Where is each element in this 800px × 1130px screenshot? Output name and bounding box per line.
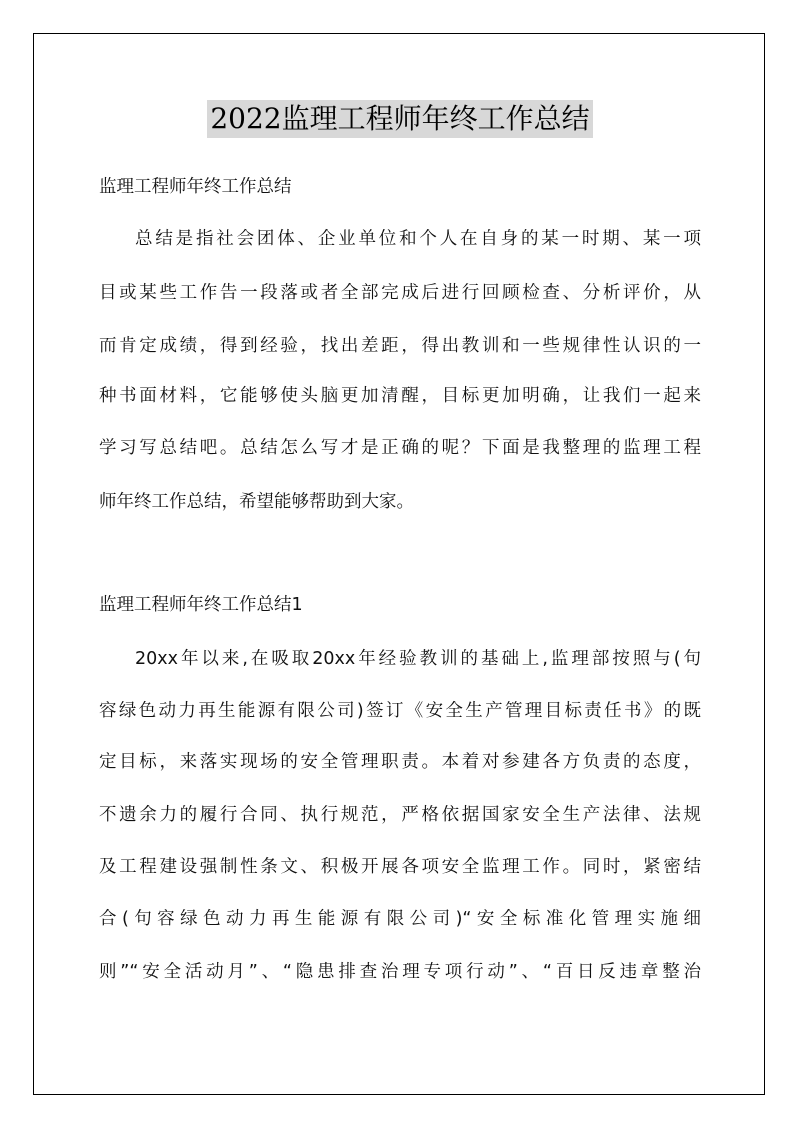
intro-line: 总结是指社会团体、企业单位和个人在自身的某一时期、某一项 (135, 229, 701, 249)
section-line: 合(句容绿色动力再生能源有限公司)“安全标准化管理实施细 (99, 909, 701, 929)
section-line: 20xx年以来,在吸取20xx年经验教训的基础上,监理部按照与(句 (135, 649, 701, 669)
section-line: 则”“安全活动月”、“隐患排查治理专项行动”、“百日反违章整治 (99, 962, 701, 982)
intro-line: 而肯定成绩，得到经验，找出差距，得出教训和一些规律性认识的一 (99, 336, 701, 356)
section-line: 及工程建设强制性条文、积极开展各项安全监理工作。同时，紧密结 (99, 857, 701, 877)
document-title: 2022监理工程师年终工作总结 (207, 100, 592, 138)
section-heading: 监理工程师年终工作总结1 (99, 595, 303, 615)
section-line: 不遗余力的履行合同、执行规范，严格依据国家安全生产法律、法规 (99, 805, 701, 825)
intro-line: 师年终工作总结，希望能够帮助到大家。 (99, 492, 414, 512)
title-container (0, 100, 800, 138)
section-line: 定目标，来落实现场的安全管理职责。本着对参建各方负责的态度， (99, 752, 701, 772)
intro-line: 学习写总结吧。总结怎么写才是正确的呢？下面是我整理的监理工程 (99, 438, 701, 458)
intro-line: 种书面材料，它能够使头脑更加清醒，目标更加明确，让我们一起来 (99, 386, 701, 406)
document-subtitle: 监理工程师年终工作总结 (99, 177, 292, 197)
section-line: 容绿色动力再生能源有限公司)签订《安全生产管理目标责任书》的既 (99, 701, 701, 721)
intro-line: 目或某些工作告一段落或者全部完成后进行回顾检查、分析评价，从 (99, 283, 701, 303)
